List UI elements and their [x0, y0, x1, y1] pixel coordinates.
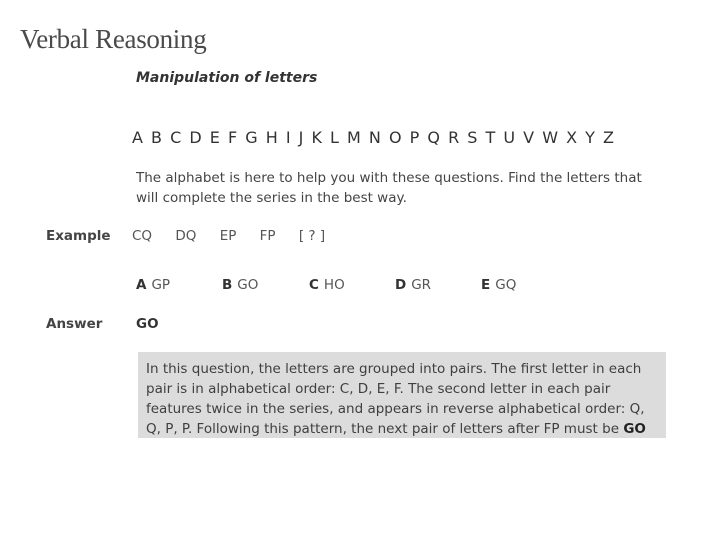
series-item: DQ [175, 228, 197, 244]
explanation-text: In this question, the letters are grouped into pairs. The first letter in each pair is in alphabetical order: C, D, E, F. The second letter in each pair features twice in the series, and appears in reverse alphabetical order: Q, Q, P, P. Following this pattern, the next pair of letters after FP must be [146, 361, 645, 437]
option-d[interactable] [395, 277, 431, 293]
option-value: GR [411, 277, 432, 293]
alphabet-line: A B C D E F G H I J K L M N O P Q R S T U V W X Y Z [132, 128, 615, 147]
example-series [132, 228, 344, 244]
page-title: Verbal Reasoning [20, 24, 207, 54]
series-item: EP [219, 228, 237, 244]
answer-label: Answer [46, 316, 103, 332]
option-letter: D [395, 277, 407, 293]
example-label: Example [46, 228, 111, 244]
option-b[interactable] [222, 277, 258, 293]
answer-value: GO [136, 316, 159, 332]
option-letter: E [481, 277, 491, 293]
option-value: GQ [495, 277, 517, 293]
option-a[interactable] [136, 277, 170, 293]
instructions-text: The alphabet is here to help you with these questions. Find the letters that will complete the series in the best way. [136, 170, 642, 206]
option-e[interactable] [481, 277, 516, 293]
option-value: GO [237, 277, 259, 293]
option-value: HO [323, 277, 345, 293]
section-subtitle: Manipulation of letters [136, 70, 318, 86]
series-item-missing: [ ? ] [298, 228, 326, 244]
explanation-box [138, 352, 666, 438]
explanation-emphasis: GO [623, 421, 646, 437]
series-item: FP [259, 228, 276, 244]
series-item: CQ [132, 228, 153, 244]
option-letter: C [309, 277, 319, 293]
option-letter: B [222, 277, 233, 293]
option-c[interactable] [309, 277, 345, 293]
option-value: GP [151, 277, 171, 293]
option-letter: A [136, 277, 147, 293]
